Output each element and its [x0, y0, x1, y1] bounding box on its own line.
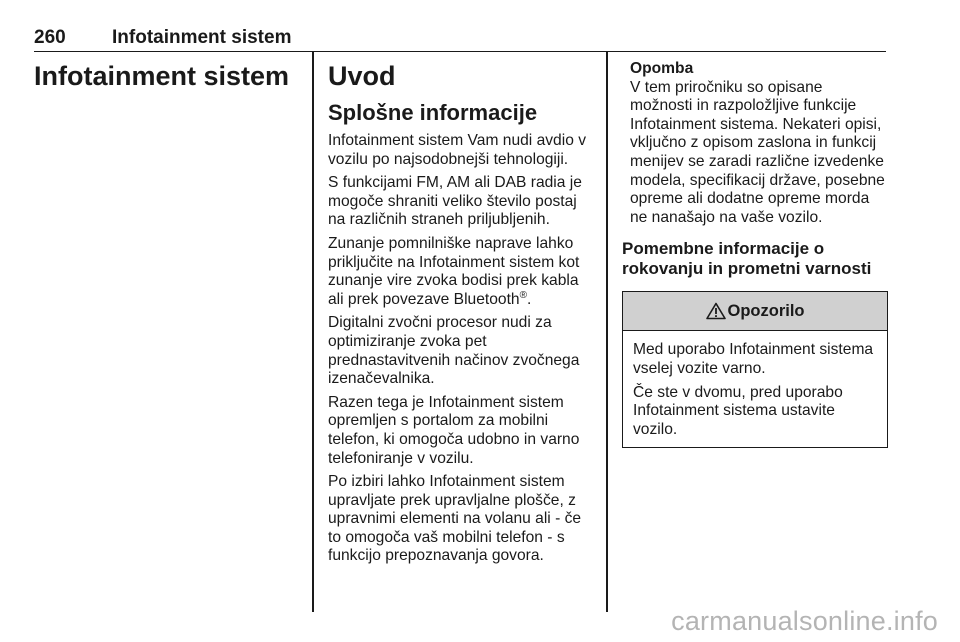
column-divider-left	[312, 52, 314, 612]
subsection-title: Pomembne informacije o rokovanju in prometni varnosti	[622, 239, 872, 279]
header-title: Infotainment sistem	[112, 27, 292, 48]
note-block	[622, 60, 888, 227]
warning-title: Opozorilo	[727, 302, 805, 321]
subsection-title: Splošne informacije	[328, 100, 538, 125]
left-column	[34, 60, 304, 92]
paragraph: Infotainment sistem Vam nudi avdio v vozilu po najsodobnejši tehnologiji.	[328, 132, 586, 168]
page-number: 260	[34, 27, 66, 48]
paragraph	[328, 235, 594, 309]
warning-triangle-icon	[706, 302, 726, 320]
note-label: Opomba	[630, 60, 694, 77]
column-divider-right	[606, 52, 608, 612]
section-title: Uvod	[328, 61, 396, 91]
paragraph: Digitalni zvočni procesor nudi za optimiziranje zvoka pet prednastavitvenih načinov zvočnega izenačevalnika.	[328, 314, 580, 388]
warning-body	[623, 331, 887, 447]
registered-mark: ®	[519, 289, 527, 301]
page-header	[34, 27, 886, 52]
paragraph: Razen tega je Infotainment sistem opremljen s portalom za mobilni telefon, ki omogoča udobno in varno telefoniranje v vozilu.	[328, 393, 580, 467]
paragraph-period: .	[526, 290, 532, 308]
right-column	[622, 60, 888, 448]
warning-box	[622, 291, 888, 448]
warning-paragraph: Če ste v dvomu, pred uporabo Infotainment sistema ustavite vozilo.	[633, 383, 843, 438]
warning-paragraph: Med uporabo Infotainment sistema vselej vozite varno.	[633, 341, 874, 377]
chapter-title: Infotainment sistem	[34, 61, 290, 91]
warning-header	[623, 292, 887, 331]
paragraph-text: Zunanje pomnilniške naprave lahko priključite na Infotainment sistem kot zunanje vire zvoka bodisi prek kabla ali prek povezave Bluetooth	[328, 234, 580, 308]
watermark: carmanualsonline.info	[671, 606, 938, 636]
middle-column	[328, 60, 594, 571]
paragraph: Po izbiri lahko Infotainment sistem upravljate prek upravljalne plošče, z upravnimi elementi na volanu ali - če to omogoča vaš mobilni telefon - s funkcijo prepoznavanja govora.	[328, 473, 582, 565]
paragraph: S funkcijami FM, AM ali DAB radia je mogoče shraniti veliko število postaj na različnih straneh priljubljenih.	[328, 174, 582, 229]
note-text: V tem priročniku so opisane možnosti in razpoložljive funkcije Infotainment sistema. Nekateri opisi, vključno z opisom zaslona in funkcij menijev se zaradi različne izvedenke modela, specifikacij države, posebne opreme ali dodatne opreme morda ne nanašajo na vaše vozilo.	[630, 78, 885, 226]
